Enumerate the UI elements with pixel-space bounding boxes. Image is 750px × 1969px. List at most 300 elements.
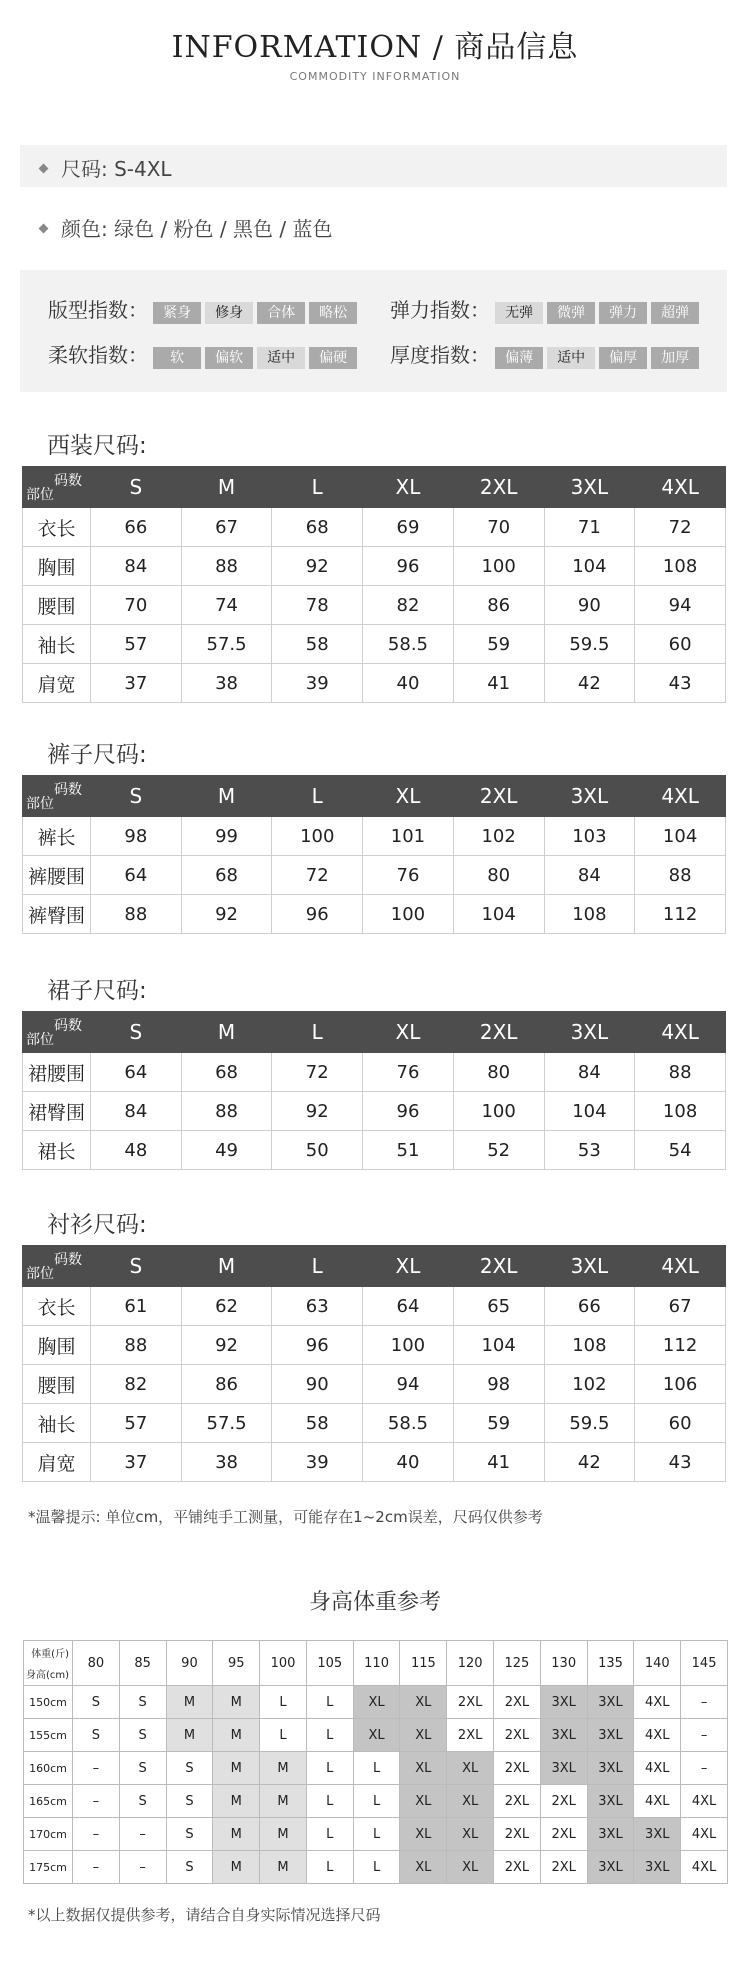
table-cell: 108	[635, 1092, 726, 1131]
table-cell: 98	[453, 1365, 544, 1404]
table-cell: 71	[544, 508, 635, 547]
size-header-cell: 3XL	[544, 1012, 635, 1053]
table-cell: 100	[363, 1326, 454, 1365]
weight-header-cell: 90	[166, 1641, 213, 1686]
row-label: 袖长	[23, 1404, 91, 1443]
table-cell: L	[306, 1719, 353, 1752]
table-cell: L	[260, 1686, 307, 1719]
page-title: INFORMATION / 商品信息	[171, 30, 579, 65]
table-cell: 63	[272, 1287, 363, 1326]
table-cell: M	[213, 1851, 260, 1884]
table-cell: 2XL	[540, 1851, 587, 1884]
table-cell: 2XL	[494, 1686, 541, 1719]
table-row	[23, 1404, 726, 1443]
reference-corner-cell	[24, 1641, 73, 1686]
weight-header-cell: 145	[681, 1641, 728, 1686]
index-tag: 略松	[309, 302, 357, 324]
table-cell: 86	[181, 1365, 272, 1404]
size-header-row	[23, 1012, 726, 1053]
table-cell: S	[119, 1785, 166, 1818]
size-attribute-text: 尺码: S-4XL	[61, 157, 172, 181]
index-tag: 加厚	[651, 347, 699, 369]
table-cell: 60	[635, 625, 726, 664]
table-cell: XL	[400, 1851, 447, 1884]
table-cell: M	[260, 1752, 307, 1785]
table-cell: 88	[91, 1326, 182, 1365]
size-header-cell: XL	[363, 1012, 454, 1053]
table-cell: 100	[453, 547, 544, 586]
size-header-cell: L	[272, 1246, 363, 1287]
table-cell: 2XL	[540, 1785, 587, 1818]
index-panel	[20, 270, 727, 392]
size-header-cell: 4XL	[635, 467, 726, 508]
color-attribute-text: 颜色: 绿色 / 粉色 / 黑色 / 蓝色	[61, 217, 333, 241]
table-cell: 59.5	[544, 1404, 635, 1443]
weight-header-cell: 95	[213, 1641, 260, 1686]
table-cell: M	[213, 1752, 260, 1785]
table-cell: 108	[635, 547, 726, 586]
table-cell: 2XL	[447, 1686, 494, 1719]
weight-header-cell: 85	[119, 1641, 166, 1686]
table-cell: –	[119, 1818, 166, 1851]
table-cell: M	[213, 1818, 260, 1851]
table-cell: 58.5	[363, 625, 454, 664]
table-cell: 43	[635, 1443, 726, 1482]
table-cell: 90	[272, 1365, 363, 1404]
weight-header-cell: 120	[447, 1641, 494, 1686]
corner-top-label: 码数	[54, 1252, 82, 1268]
table-cell: 92	[272, 1092, 363, 1131]
table-row	[23, 1287, 726, 1326]
table-cell: S	[73, 1686, 120, 1719]
table-cell: 94	[635, 586, 726, 625]
size-header-row	[23, 776, 726, 817]
stretch-index	[390, 294, 703, 324]
corner-top-label: 码数	[54, 782, 82, 798]
table-cell: 2XL	[447, 1719, 494, 1752]
table-cell: 58	[272, 625, 363, 664]
skirt-size-title: 裙子尺码:	[47, 978, 147, 1004]
index-tag: 紧身	[153, 302, 201, 324]
table-cell: M	[260, 1785, 307, 1818]
table-cell: 104	[453, 895, 544, 934]
size-header-cell: 2XL	[453, 776, 544, 817]
table-cell: –	[73, 1785, 120, 1818]
weight-header-cell: 125	[494, 1641, 541, 1686]
corner-bottom-label: 部位	[26, 1032, 54, 1048]
table-cell: 59	[453, 1404, 544, 1443]
table-cell: 102	[453, 817, 544, 856]
table-cell: 86	[453, 586, 544, 625]
table-cell: XL	[353, 1719, 400, 1752]
diamond-bullet-icon	[39, 164, 49, 174]
table-cell: M	[213, 1686, 260, 1719]
table-cell: 112	[635, 895, 726, 934]
row-label: 衣长	[23, 508, 91, 547]
table-cell: L	[353, 1752, 400, 1785]
table-row	[23, 817, 726, 856]
table-cell: 100	[453, 1092, 544, 1131]
table-cell: 88	[181, 1092, 272, 1131]
table-cell: S	[166, 1752, 213, 1785]
table-cell: 69	[363, 508, 454, 547]
table-cell: 3XL	[587, 1686, 634, 1719]
corner-cell	[23, 1246, 91, 1287]
row-label: 裙长	[23, 1131, 91, 1170]
table-cell: 96	[272, 1326, 363, 1365]
table-cell: 58.5	[363, 1404, 454, 1443]
table-cell: 4XL	[681, 1818, 728, 1851]
row-label: 裙臀围	[23, 1092, 91, 1131]
table-cell: M	[213, 1785, 260, 1818]
corner-cell	[23, 1012, 91, 1053]
table-cell: 100	[363, 895, 454, 934]
table-cell: 90	[544, 586, 635, 625]
softness-index	[48, 339, 361, 369]
table-row	[23, 856, 726, 895]
table-cell: –	[73, 1818, 120, 1851]
table-cell: 88	[635, 856, 726, 895]
weight-header-cell: 135	[587, 1641, 634, 1686]
table-cell: 2XL	[494, 1719, 541, 1752]
index-tag: 微弹	[547, 302, 595, 324]
height-label: 165cm	[24, 1785, 73, 1818]
row-label: 腰围	[23, 1365, 91, 1404]
height-label: 155cm	[24, 1719, 73, 1752]
table-cell: 41	[453, 664, 544, 703]
table-cell: 39	[272, 1443, 363, 1482]
table-cell: 78	[272, 586, 363, 625]
table-cell: 3XL	[540, 1686, 587, 1719]
row-label: 裙腰围	[23, 1053, 91, 1092]
table-cell: 4XL	[634, 1686, 681, 1719]
page-subtitle: COMMODITY INFORMATION	[289, 70, 461, 83]
table-cell: L	[353, 1818, 400, 1851]
table-cell: 106	[635, 1365, 726, 1404]
table-cell: XL	[400, 1752, 447, 1785]
height-label: 170cm	[24, 1818, 73, 1851]
table-cell: 104	[635, 817, 726, 856]
table-cell: 98	[91, 817, 182, 856]
table-cell: 80	[453, 856, 544, 895]
size-header-cell: 3XL	[544, 776, 635, 817]
row-label: 裤臀围	[23, 895, 91, 934]
corner-bottom-label: 部位	[26, 796, 54, 812]
table-cell: 2XL	[494, 1851, 541, 1884]
weight-header-cell: 110	[353, 1641, 400, 1686]
table-cell: 38	[181, 664, 272, 703]
table-cell: 104	[544, 547, 635, 586]
table-cell: XL	[400, 1686, 447, 1719]
table-cell: 37	[91, 664, 182, 703]
height-weight-table	[23, 1640, 728, 1884]
table-cell: 3XL	[540, 1719, 587, 1752]
table-cell: 68	[181, 856, 272, 895]
index-tag: 超弹	[651, 302, 699, 324]
index-tag: 偏软	[205, 347, 253, 369]
table-cell: 100	[272, 817, 363, 856]
fit-index	[48, 294, 361, 324]
table-cell: 101	[363, 817, 454, 856]
size-header-cell: M	[181, 1012, 272, 1053]
table-cell: 3XL	[587, 1719, 634, 1752]
index-tag: 修身	[205, 302, 253, 324]
table-cell: 59	[453, 625, 544, 664]
weight-header-cell: 140	[634, 1641, 681, 1686]
table-cell: XL	[353, 1686, 400, 1719]
table-cell: 42	[544, 1443, 635, 1482]
reference-note: *以上数据仅提供参考，请结合自身实际情况选择尺码	[28, 1906, 381, 1924]
size-attribute	[40, 153, 172, 182]
table-cell: 48	[91, 1131, 182, 1170]
size-header-cell: 4XL	[635, 1246, 726, 1287]
table-cell: XL	[447, 1851, 494, 1884]
table-cell: 88	[635, 1053, 726, 1092]
corner-bottom-label: 部位	[26, 1266, 54, 1282]
corner-top-label: 码数	[54, 1018, 82, 1034]
table-cell: 76	[363, 856, 454, 895]
table-cell: 70	[453, 508, 544, 547]
size-header-cell: S	[91, 776, 182, 817]
weight-header-cell: 105	[306, 1641, 353, 1686]
table-row	[23, 1443, 726, 1482]
size-header-cell: XL	[363, 776, 454, 817]
table-cell: XL	[447, 1818, 494, 1851]
skirt-size-table	[22, 1011, 726, 1170]
size-header-cell: M	[181, 1246, 272, 1287]
table-cell: 72	[635, 508, 726, 547]
softness-index-tags	[153, 347, 361, 366]
height-label: 175cm	[24, 1851, 73, 1884]
table-cell: 104	[453, 1326, 544, 1365]
table-cell: –	[681, 1719, 728, 1752]
table-cell: XL	[447, 1785, 494, 1818]
table-cell: S	[73, 1719, 120, 1752]
thickness-index	[390, 339, 703, 369]
row-label: 腰围	[23, 586, 91, 625]
table-cell: 43	[635, 664, 726, 703]
table-cell: M	[166, 1686, 213, 1719]
table-cell: L	[306, 1785, 353, 1818]
index-tag: 偏薄	[495, 347, 543, 369]
measurement-note: *温馨提示: 单位cm，平铺纯手工测量，可能存在1~2cm误差，尺码仅供参考	[28, 1508, 543, 1526]
size-header-cell: 4XL	[635, 776, 726, 817]
table-cell: 64	[91, 1053, 182, 1092]
table-row	[23, 1326, 726, 1365]
table-cell: –	[73, 1851, 120, 1884]
table-cell: 88	[91, 895, 182, 934]
table-row	[23, 547, 726, 586]
pants-size-title: 裤子尺码:	[47, 742, 147, 768]
table-cell: S	[119, 1719, 166, 1752]
table-cell: 84	[544, 856, 635, 895]
table-cell: 62	[181, 1287, 272, 1326]
table-cell: 112	[635, 1326, 726, 1365]
table-cell: 61	[91, 1287, 182, 1326]
size-header-cell: L	[272, 776, 363, 817]
size-header-cell: 2XL	[453, 1246, 544, 1287]
table-cell: 92	[181, 895, 272, 934]
table-cell: XL	[400, 1785, 447, 1818]
table-cell: 57.5	[181, 625, 272, 664]
stretch-index-tags	[495, 302, 703, 321]
table-cell: 3XL	[587, 1851, 634, 1884]
suit-size-table	[22, 466, 726, 703]
table-cell: M	[166, 1719, 213, 1752]
thickness-index-label: 厚度指数：	[390, 343, 490, 367]
size-header-cell: S	[91, 467, 182, 508]
table-cell: –	[681, 1686, 728, 1719]
table-row	[23, 1365, 726, 1404]
fit-index-label: 版型指数：	[48, 298, 148, 322]
table-cell: 59.5	[544, 625, 635, 664]
table-cell: XL	[447, 1752, 494, 1785]
size-header-cell: 3XL	[544, 1246, 635, 1287]
shirt-size-title: 衬衫尺码:	[47, 1212, 147, 1238]
table-cell: 76	[363, 1053, 454, 1092]
table-cell: XL	[400, 1818, 447, 1851]
height-corner-label: 身高(cm)	[26, 1670, 70, 1681]
size-header-cell: S	[91, 1012, 182, 1053]
table-cell: 4XL	[681, 1785, 728, 1818]
table-row	[23, 895, 726, 934]
corner-bottom-label: 部位	[26, 487, 54, 503]
diamond-bullet-icon	[39, 224, 49, 234]
height-label: 160cm	[24, 1752, 73, 1785]
table-cell: 72	[272, 856, 363, 895]
table-cell: 103	[544, 817, 635, 856]
reference-title: 身高体重参考	[308, 1590, 441, 1615]
table-cell: 3XL	[634, 1851, 681, 1884]
table-cell: 67	[635, 1287, 726, 1326]
table-cell: 2XL	[540, 1818, 587, 1851]
corner-cell	[23, 776, 91, 817]
table-cell: S	[166, 1818, 213, 1851]
row-label: 裤长	[23, 817, 91, 856]
table-cell: S	[119, 1752, 166, 1785]
table-cell: –	[73, 1752, 120, 1785]
size-header-cell: M	[181, 776, 272, 817]
index-tag: 合体	[257, 302, 305, 324]
table-cell: 67	[181, 508, 272, 547]
size-header-cell: S	[91, 1246, 182, 1287]
table-cell: 92	[272, 547, 363, 586]
table-row	[23, 1092, 726, 1131]
table-row	[24, 1818, 728, 1851]
table-cell: 82	[363, 586, 454, 625]
table-cell: 50	[272, 1131, 363, 1170]
row-label: 肩宽	[23, 664, 91, 703]
table-cell: M	[213, 1719, 260, 1752]
table-cell: 52	[453, 1131, 544, 1170]
row-label: 裤腰围	[23, 856, 91, 895]
table-row	[24, 1752, 728, 1785]
table-cell: 3XL	[634, 1818, 681, 1851]
table-cell: 88	[181, 547, 272, 586]
table-cell: 84	[91, 547, 182, 586]
pants-size-table	[22, 775, 726, 934]
index-tag: 偏硬	[309, 347, 357, 369]
table-cell: 104	[544, 1092, 635, 1131]
table-cell: 4XL	[681, 1851, 728, 1884]
softness-index-label: 柔软指数：	[48, 343, 148, 367]
size-header-cell: L	[272, 467, 363, 508]
table-cell: 4XL	[634, 1719, 681, 1752]
size-header-cell: 3XL	[544, 467, 635, 508]
table-cell: –	[119, 1851, 166, 1884]
table-cell: 96	[363, 547, 454, 586]
table-row	[23, 625, 726, 664]
table-cell: 3XL	[587, 1785, 634, 1818]
size-header-cell: 2XL	[453, 467, 544, 508]
size-header-cell: 4XL	[635, 1012, 726, 1053]
table-cell: L	[306, 1752, 353, 1785]
table-cell: 84	[91, 1092, 182, 1131]
row-label: 衣长	[23, 1287, 91, 1326]
table-cell: L	[306, 1851, 353, 1884]
table-cell: 38	[181, 1443, 272, 1482]
table-row	[23, 664, 726, 703]
table-row	[23, 1053, 726, 1092]
table-cell: 66	[91, 508, 182, 547]
table-cell: 57.5	[181, 1404, 272, 1443]
table-row	[24, 1851, 728, 1884]
table-cell: 4XL	[634, 1752, 681, 1785]
table-cell: 102	[544, 1365, 635, 1404]
table-cell: 96	[363, 1092, 454, 1131]
table-cell: 2XL	[494, 1785, 541, 1818]
table-cell: S	[166, 1851, 213, 1884]
table-cell: M	[260, 1818, 307, 1851]
table-cell: 49	[181, 1131, 272, 1170]
table-cell: –	[681, 1752, 728, 1785]
table-cell: 57	[91, 625, 182, 664]
weight-header-cell: 130	[540, 1641, 587, 1686]
index-tag: 适中	[547, 347, 595, 369]
index-tag: 无弹	[495, 302, 543, 324]
table-cell: 92	[181, 1326, 272, 1365]
table-row	[24, 1785, 728, 1818]
table-cell: 57	[91, 1404, 182, 1443]
table-cell: 3XL	[587, 1752, 634, 1785]
index-tag: 偏厚	[599, 347, 647, 369]
stretch-index-label: 弹力指数：	[390, 298, 490, 322]
index-tag: 弹力	[599, 302, 647, 324]
table-cell: 40	[363, 664, 454, 703]
row-label: 袖长	[23, 625, 91, 664]
table-cell: M	[260, 1851, 307, 1884]
table-cell: 74	[181, 586, 272, 625]
table-cell: 51	[363, 1131, 454, 1170]
row-label: 胸围	[23, 1326, 91, 1365]
table-cell: 82	[91, 1365, 182, 1404]
table-cell: XL	[400, 1719, 447, 1752]
corner-top-label: 码数	[54, 473, 82, 489]
size-header-cell: 2XL	[453, 1012, 544, 1053]
table-cell: 42	[544, 664, 635, 703]
table-cell: 68	[272, 508, 363, 547]
table-cell: 40	[363, 1443, 454, 1482]
table-cell: 108	[544, 1326, 635, 1365]
row-label: 胸围	[23, 547, 91, 586]
weight-corner-label: 体重(斤)	[31, 1649, 69, 1660]
row-label: 肩宽	[23, 1443, 91, 1482]
index-tag: 软	[153, 347, 201, 369]
weight-header-cell: 100	[260, 1641, 307, 1686]
table-row	[23, 508, 726, 547]
table-row	[24, 1719, 728, 1752]
size-header-row	[23, 467, 726, 508]
